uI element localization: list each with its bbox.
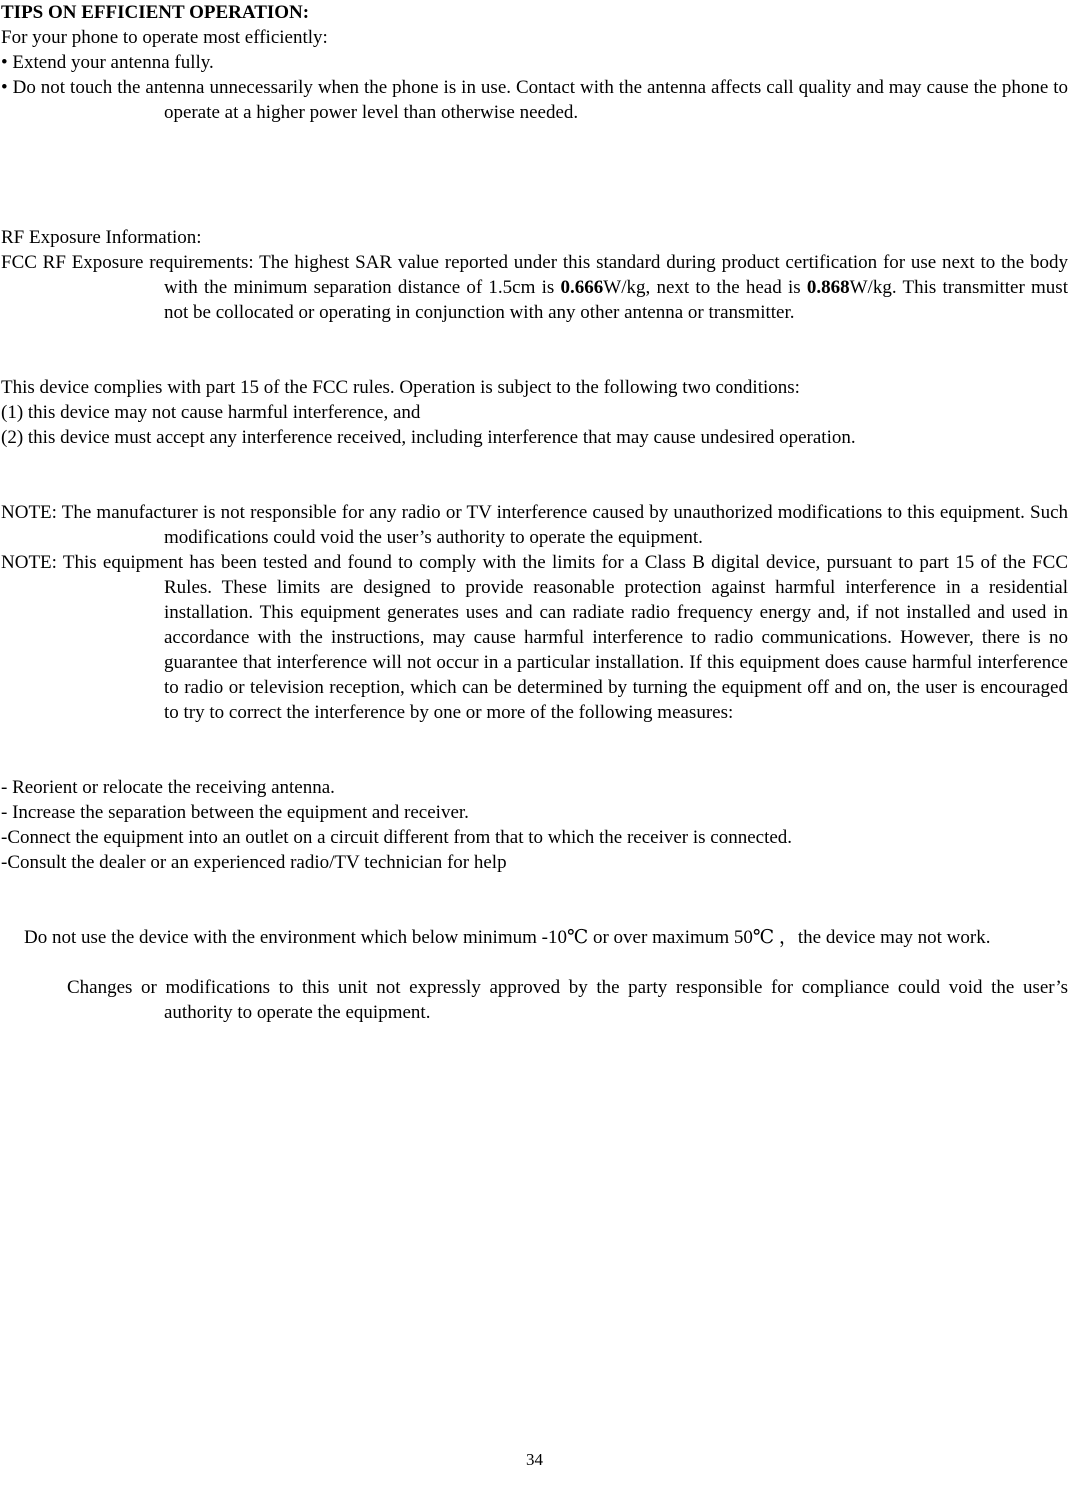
rf-exposure-title: RF Exposure Information: (1, 227, 202, 248)
spacer (1, 725, 1068, 775)
compliance-condition-1: (1) this device may not cause harmful interference, and (1, 402, 421, 423)
compliance-condition-2: (2) this device must accept any interference received, including interference that may cause undesired operation. (1, 427, 856, 448)
note-class-b: NOTE: This equipment has been tested and found to comply with the limits for a Class B digital device, pursuant to part 15 of the FCC Rules. These limits are designed to provide reasonable protection against harmful interference in a residential installation. This equipment generates uses and can radiate radio frequency energy and, if not installed and used in accordance with the instructions, may cause harmful interference to radio communications. However, there is no guarantee that interference will not occur in a particular installation. If this equipment does cause harmful interference to radio or television reception, which can be determined by turning the equipment off and on, the user is encouraged to try to correct the interference by one or more of the following measures: (1, 552, 1068, 723)
spacer (1, 125, 1068, 225)
spacer (1, 875, 1068, 925)
note-manufacturer: NOTE: The manufacturer is not responsible for any radio or TV interference caused by unauthorized modifications to this equipment. Such modifications could void the user’s authority to operate the equipment. (1, 502, 1068, 548)
body-sar-value: 0.666 (560, 277, 604, 298)
page-number: 34 (526, 1450, 543, 1469)
tips-bullet-do-not-touch: • Do not touch the antenna unnecessarily when the phone is in use. Contact with the antenna affects call quality and may cause the phone to operate at a higher power level than otherwise needed. (1, 77, 1068, 123)
rf-exposure-paragraph (1, 250, 1068, 325)
measure-consult-dealer: -Consult the dealer or an experienced radio/TV technician for help (1, 852, 507, 873)
measure-reorient: - Reorient or relocate the receiving antenna. (1, 777, 335, 798)
rf-text-mid: W/kg, next to the head is (603, 277, 807, 298)
changes-warning: Changes or modifications to this unit not expressly approved by the party responsible for compliance could void the user’s authority to operate the equipment. (67, 977, 1068, 1023)
rf-text-after: W/kg. This transmitter must not be collocated or operating in conjunction with any other antenna or transmitter. (164, 277, 1068, 323)
measure-increase-separation: - Increase the separation between the equipment and receiver. (1, 802, 469, 823)
environment-warning: Do not use the device with the environment which below minimum -10℃ or over maximum 50℃ ，the device may not work. (24, 927, 991, 948)
tips-heading: TIPS ON EFFICIENT OPERATION: (1, 2, 310, 23)
head-sar-value: 0.868 (806, 277, 850, 298)
spacer (1, 325, 1068, 375)
rf-text-before: FCC RF Exposure requirements: The highest SAR value reported under this standard during product certification for use next to the body with the minimum separation distance of 1.5cm is (1, 252, 1068, 298)
spacer (1, 450, 1068, 500)
measure-connect-outlet: -Connect the equipment into an outlet on a circuit different from that to which the receiver is connected. (1, 827, 793, 848)
tips-intro: For your phone to operate most efficiently: (1, 27, 328, 48)
tips-bullet-extend-antenna: • Extend your antenna fully. (1, 52, 214, 73)
compliance-statement: This device complies with part 15 of the FCC rules. Operation is subject to the following two conditions: (1, 377, 800, 398)
spacer (1, 950, 1068, 975)
